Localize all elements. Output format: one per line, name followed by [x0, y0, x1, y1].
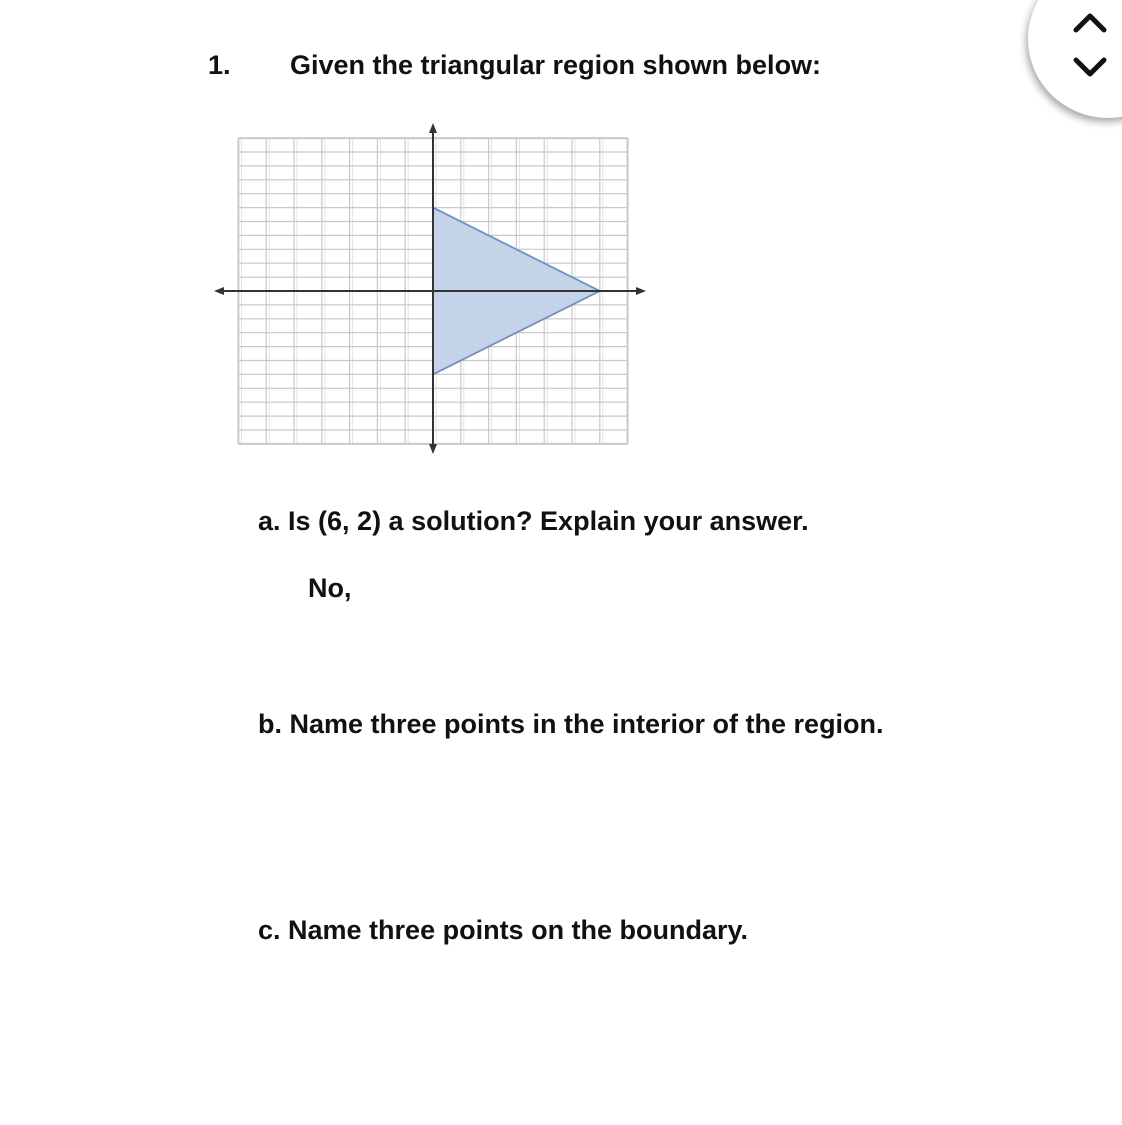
x-axis-arrow-left: [214, 287, 224, 295]
coordinate-graph: [200, 115, 660, 460]
part-a-answer: No,: [308, 573, 352, 603]
question-prompt: Given the triangular region shown below:: [290, 50, 822, 80]
chevron-down-icon: [1066, 52, 1114, 84]
y-axis-arrow-down: [429, 444, 437, 454]
part-a-question: a. Is (6, 2) a solution? Explain your answer.: [258, 506, 809, 536]
question-number: 1.: [208, 50, 231, 80]
part-c-question: c. Name three points on the boundary.: [258, 915, 749, 945]
previous-button[interactable]: [1066, 6, 1114, 38]
part-b-question: b. Name three points in the interior of the region.: [258, 709, 884, 739]
y-axis-arrow-up: [429, 123, 437, 133]
chevron-up-icon: [1066, 6, 1114, 38]
x-axis-arrow-right: [636, 287, 646, 295]
next-button[interactable]: [1066, 52, 1114, 84]
